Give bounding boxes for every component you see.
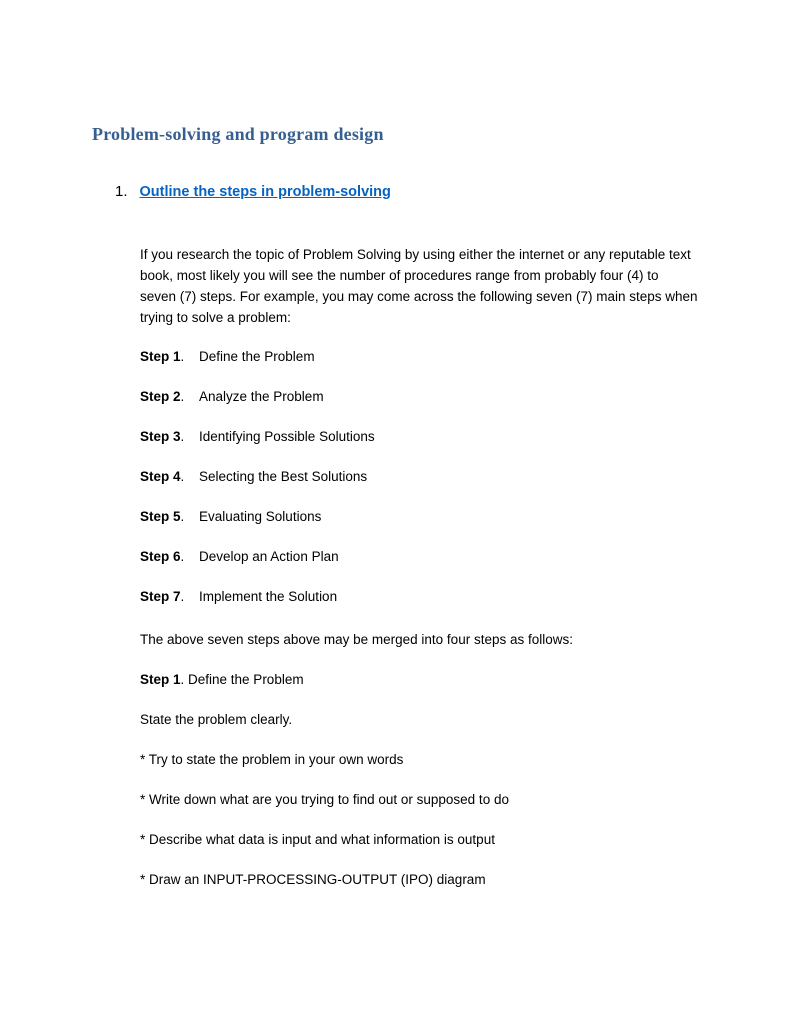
step-label <box>140 546 187 567</box>
step-number: Step 5 <box>140 509 181 524</box>
step-number: Step 4 <box>140 469 181 484</box>
step-text: Identifying Possible Solutions <box>199 429 375 444</box>
step-item-2 <box>140 386 698 407</box>
numbered-heading <box>92 183 695 200</box>
step-dot: . <box>180 509 185 524</box>
step-label <box>140 386 187 407</box>
merged-steps-intro: The above seven steps above may be merged into four steps as follows: <box>140 632 573 647</box>
step-item-5 <box>140 506 698 527</box>
step-label <box>140 506 187 527</box>
step-dot: . <box>180 549 185 564</box>
step-label <box>140 426 187 447</box>
document-title: Problem-solving and program design <box>92 124 384 144</box>
step-number: Step 3 <box>140 429 181 444</box>
step-item-3 <box>140 426 698 447</box>
step-dot: . <box>180 589 185 604</box>
step-dot: . <box>180 469 185 484</box>
step-dot: . <box>180 429 185 444</box>
step-dot: . <box>180 349 185 364</box>
step-text: Evaluating Solutions <box>199 509 322 524</box>
step-item-7 <box>140 586 698 607</box>
step-number: Step 7 <box>140 589 181 604</box>
step-text: Selecting the Best Solutions <box>199 469 368 484</box>
step-number: Step 6 <box>140 549 181 564</box>
step-text: Define the Problem <box>199 349 315 364</box>
bullet-item-2: * Write down what are you trying to find out or supposed to do <box>140 792 509 807</box>
step-number: Step 2 <box>140 389 181 404</box>
step-number: Step 1 <box>140 349 181 364</box>
list-number: 1. <box>115 183 128 200</box>
state-problem-line: State the problem clearly. <box>140 712 293 727</box>
step-item-6 <box>140 546 698 567</box>
document-body <box>140 244 698 890</box>
bullet-item-1: * Try to state the problem in your own words <box>140 752 404 767</box>
step-label <box>140 346 187 367</box>
heading-link[interactable]: Outline the steps in problem-solving <box>139 184 391 200</box>
merged-step-number: Step 1 <box>140 672 181 687</box>
step-label <box>140 586 187 607</box>
step-text: Implement the Solution <box>199 589 338 604</box>
bullet-item-4: * Draw an INPUT-PROCESSING-OUTPUT (IPO) diagram <box>140 872 486 887</box>
merged-step-1 <box>140 669 698 690</box>
step-text: Develop an Action Plan <box>199 549 339 564</box>
step-item-4 <box>140 466 698 487</box>
step-label <box>140 466 187 487</box>
step-text: Analyze the Problem <box>199 389 324 404</box>
intro-paragraph: If you research the topic of Problem Solving by using either the internet or any reputable text book, most likely you will see the number of procedures range from probably four (4) to seven (7) steps. For example, you may come across the following seven (7) main steps when trying to solve a problem: <box>140 247 698 325</box>
bullet-item-3: * Describe what data is input and what information is output <box>140 832 495 847</box>
step-item-1 <box>140 346 698 367</box>
step-dot: . <box>180 389 185 404</box>
merged-step-text: . Define the Problem <box>180 672 304 687</box>
